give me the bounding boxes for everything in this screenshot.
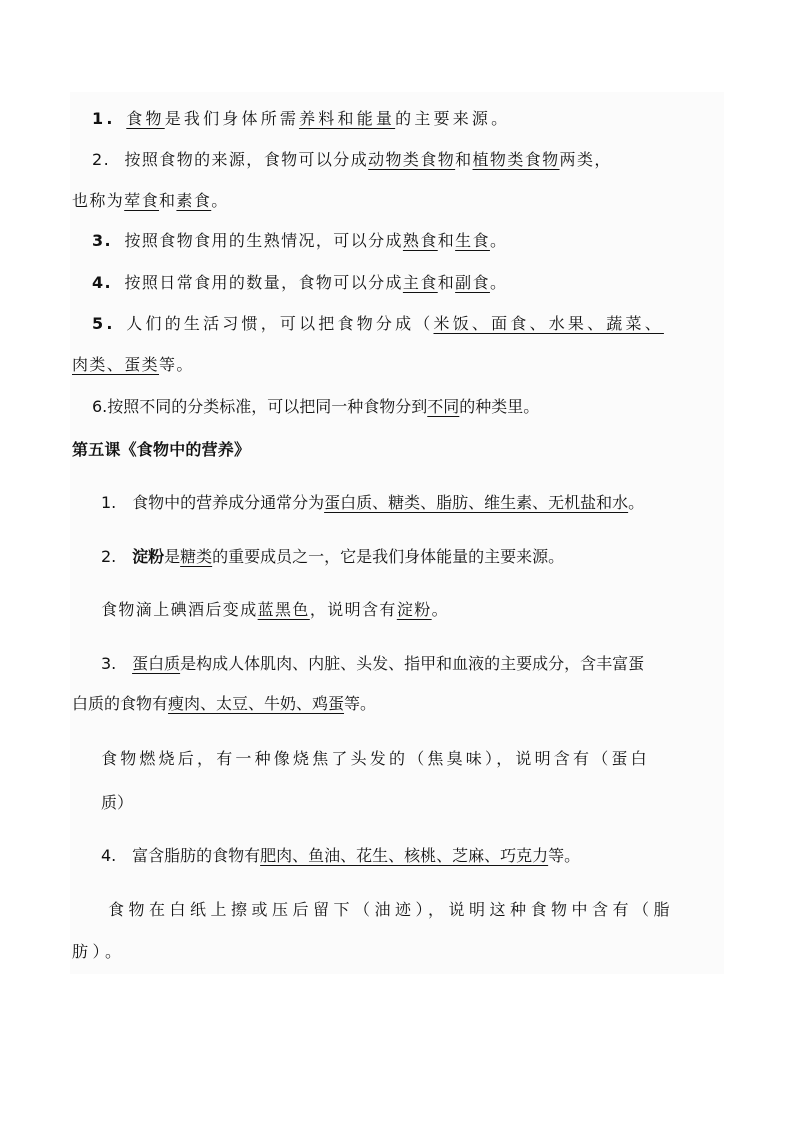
protein-burn-text-end: 质）	[101, 793, 134, 812]
line-2-animal-food: 动物类食物	[368, 150, 456, 169]
page-highlight-area	[70, 92, 724, 974]
line-6-text-b: 的种类里。	[459, 397, 540, 416]
nutrition-line-4	[101, 845, 580, 867]
line-1-food: 食物	[126, 109, 165, 128]
line-3-number: 3.	[92, 231, 113, 250]
protein-food-text-a: 白质的食物有	[72, 694, 169, 713]
fat-food-text-a: 富含脂肪的食物有	[132, 846, 261, 865]
line-2b-text-b: 和	[159, 191, 177, 210]
fat-test-text-end: 肪）。	[72, 942, 126, 961]
line-2b-text-a: 也称为	[72, 191, 125, 210]
line-2b-meat-food: 荤食	[124, 191, 160, 210]
protein-food-text-b: 等。	[344, 694, 377, 713]
line-2	[92, 149, 612, 171]
line-5b-text: 等。	[159, 355, 194, 374]
line-3-text-c: 。	[489, 231, 508, 250]
line-5-food-list: 米饭、面食、水果、蔬菜、	[433, 314, 664, 333]
line-2b-vegetarian-food: 素食	[176, 191, 212, 210]
line-4-staple-food: 主食	[402, 273, 438, 292]
line-1-number: 1.	[92, 109, 116, 128]
line-2b-text-c: 。	[211, 191, 229, 210]
line-1-text-b: 的主要来源。	[395, 109, 511, 128]
line-5	[92, 313, 664, 335]
nutrition-line-2-text-a: 是	[164, 547, 181, 566]
starch-test-text-a: 食物滴上碘酒后变成	[101, 600, 258, 619]
fat-test-line	[108, 899, 674, 921]
line-5-number: 5.	[92, 314, 116, 333]
line-4-text-b: 和	[437, 273, 456, 292]
line-4-number: 4.	[92, 273, 113, 292]
starch-test-line	[101, 599, 449, 621]
protein-burn-line	[101, 748, 650, 770]
line-2-text-a: 按照食物的来源，食物可以分成	[124, 150, 369, 169]
starch-test-text-c: 。	[431, 600, 450, 619]
line-2-text-b: 和	[455, 150, 473, 169]
lesson-title: 第五课《食物中的营养》	[72, 440, 251, 459]
line-6	[92, 396, 539, 418]
line-1	[92, 108, 510, 130]
nutrition-components: 蛋白质、糖类、脂肪、维生素、无机盐和水	[324, 493, 629, 512]
starch-result: 淀粉	[396, 600, 432, 619]
line-1-energy: 养料和能量	[299, 109, 396, 128]
line-4-text-c: 。	[489, 273, 508, 292]
protein-food-line	[72, 693, 376, 715]
line-3-raw-food: 生食	[455, 231, 490, 250]
line-3-text-a: 按照食物食用的生熟情况，可以分成	[124, 231, 403, 250]
line-4-side-food: 副食	[455, 273, 490, 292]
line-3-text-b: 和	[437, 231, 456, 250]
blue-black-color: 蓝黑色	[257, 600, 310, 619]
line-5-continuation	[72, 354, 194, 376]
sugar-term: 糖类	[180, 547, 213, 566]
line-6-text-a: 6.按照不同的分类标准，可以把同一种食物分到	[92, 397, 428, 416]
protein-food-list: 瘦肉、太豆、牛奶、鸡蛋	[168, 694, 345, 713]
line-2-number: 2.	[92, 150, 111, 169]
nutrition-line-1-text-b: 。	[628, 493, 645, 512]
line-5-text-a: 人们的生活习惯，可以把食物分成（	[126, 314, 434, 333]
nutrition-line-1	[101, 492, 644, 514]
fat-food-list: 肥肉、鱼油、花生、核桃、芝麻、巧克力	[260, 846, 549, 865]
line-2-text-c: 两类，	[559, 150, 612, 169]
fat-test-continuation	[72, 941, 126, 963]
starch-test-text-b: ，说明含有	[309, 600, 397, 619]
nutrition-line-3	[101, 653, 644, 675]
nutrition-line-3-text: 是构成人体肌肉、内脏、头发、指甲和血液的主要成分，含丰富蛋	[180, 654, 645, 673]
protein-burn-text: 食物燃烧后，有一种像烧焦了头发的（焦臭味），说明含有（蛋白	[101, 749, 650, 768]
line-3-cooked-food: 熟食	[402, 231, 438, 250]
fat-food-text-b: 等。	[548, 846, 581, 865]
nutrition-line-1-text-a: 食物中的营养成分通常分为	[132, 493, 325, 512]
line-2-continuation	[72, 190, 229, 212]
line-5b-food-list: 肉类、蛋类	[72, 355, 160, 374]
protein-term: 蛋白质	[132, 654, 181, 673]
line-4	[92, 272, 507, 294]
nutrition-line-1-number: 1.	[101, 493, 117, 512]
nutrition-line-3-number: 3.	[101, 654, 117, 673]
fat-test-text: 食物在白纸上擦或压后留下（油迹），说明这种食物中含有（脂	[108, 900, 675, 919]
line-2-plant-food: 植物类食物	[472, 150, 560, 169]
starch-term: 淀粉	[132, 547, 165, 566]
nutrition-line-2	[101, 546, 564, 568]
line-3	[92, 230, 507, 252]
protein-burn-continuation	[101, 792, 133, 814]
line-1-text-a: 是我们身体所需	[164, 109, 300, 128]
nutrition-line-4-number: 4.	[101, 846, 117, 865]
nutrition-line-2-text-b: 的重要成员之一，它是我们身体能量的主要来源。	[212, 547, 565, 566]
line-6-different: 不同	[427, 397, 460, 416]
line-4-text-a: 按照日常食用的数量，食物可以分成	[124, 273, 403, 292]
nutrition-line-2-number: 2.	[101, 547, 117, 566]
